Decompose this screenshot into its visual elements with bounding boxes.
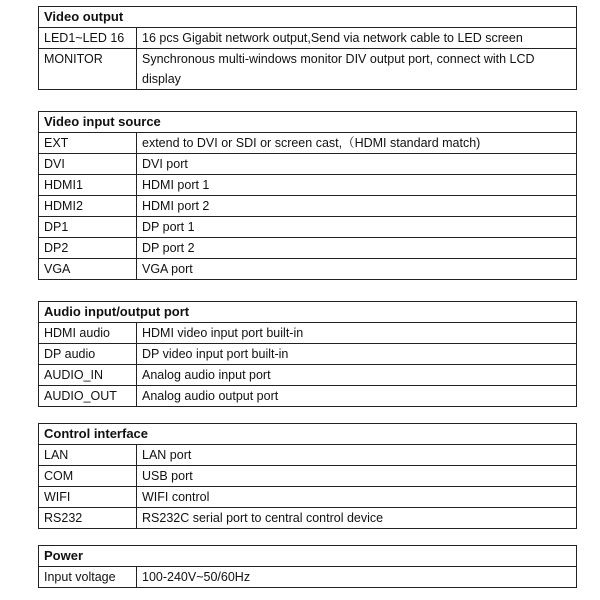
table-row <box>39 344 577 365</box>
row-label: WIFI <box>39 487 137 508</box>
row-value: HDMI video input port built-in <box>137 323 577 344</box>
table-row <box>39 466 577 487</box>
row-value: HDMI port 2 <box>137 196 577 217</box>
table-row <box>39 323 577 344</box>
row-value: DP port 2 <box>137 238 577 259</box>
row-label: HDMI1 <box>39 175 137 196</box>
table-row <box>39 445 577 466</box>
table-row <box>39 49 577 90</box>
row-label: Input voltage <box>39 567 137 588</box>
row-value: WIFI control <box>137 487 577 508</box>
row-label: DP2 <box>39 238 137 259</box>
power-table <box>38 545 577 588</box>
row-label: DP audio <box>39 344 137 365</box>
table-row <box>39 28 577 49</box>
row-value: 16 pcs Gigabit network output,Send via network cable to LED screen <box>137 28 577 49</box>
row-label: DP1 <box>39 217 137 238</box>
table-row <box>39 175 577 196</box>
row-value: HDMI port 1 <box>137 175 577 196</box>
row-label: COM <box>39 466 137 487</box>
table-row <box>39 567 577 588</box>
spec-sheet <box>38 6 576 588</box>
row-label: HDMI2 <box>39 196 137 217</box>
row-value: LAN port <box>137 445 577 466</box>
row-value: Analog audio output port <box>137 386 577 407</box>
row-value: Synchronous multi-windows monitor DIV output port, connect with LCD display <box>137 49 577 90</box>
video-input-table <box>38 111 577 280</box>
section-title: Video input source <box>39 112 577 133</box>
table-row <box>39 386 577 407</box>
table-row <box>39 238 577 259</box>
section-title: Audio input/output port <box>39 302 577 323</box>
table-row <box>39 259 577 280</box>
row-label: AUDIO_OUT <box>39 386 137 407</box>
table-row <box>39 508 577 529</box>
table-row <box>39 196 577 217</box>
table-row <box>39 365 577 386</box>
section-title: Power <box>39 546 577 567</box>
table-row <box>39 133 577 154</box>
row-label: LAN <box>39 445 137 466</box>
table-row <box>39 487 577 508</box>
table-row <box>39 217 577 238</box>
row-label: AUDIO_IN <box>39 365 137 386</box>
row-value: RS232C serial port to central control device <box>137 508 577 529</box>
row-value: Analog audio input port <box>137 365 577 386</box>
table-row <box>39 154 577 175</box>
row-label: VGA <box>39 259 137 280</box>
video-output-table <box>38 6 577 90</box>
row-label: RS232 <box>39 508 137 529</box>
row-value: extend to DVI or SDI or screen cast,（HDMI standard match) <box>137 133 577 154</box>
row-value: USB port <box>137 466 577 487</box>
row-label: MONITOR <box>39 49 137 90</box>
row-value: DP port 1 <box>137 217 577 238</box>
row-label: HDMI audio <box>39 323 137 344</box>
row-value: VGA port <box>137 259 577 280</box>
row-label: LED1~LED 16 <box>39 28 137 49</box>
row-label: DVI <box>39 154 137 175</box>
row-value: 100-240V~50/60Hz <box>137 567 577 588</box>
audio-port-table <box>38 301 577 407</box>
control-interface-table <box>38 423 577 529</box>
row-value: DVI port <box>137 154 577 175</box>
row-value: DP video input port built-in <box>137 344 577 365</box>
section-title: Control interface <box>39 424 577 445</box>
row-label: EXT <box>39 133 137 154</box>
section-title: Video output <box>39 7 577 28</box>
